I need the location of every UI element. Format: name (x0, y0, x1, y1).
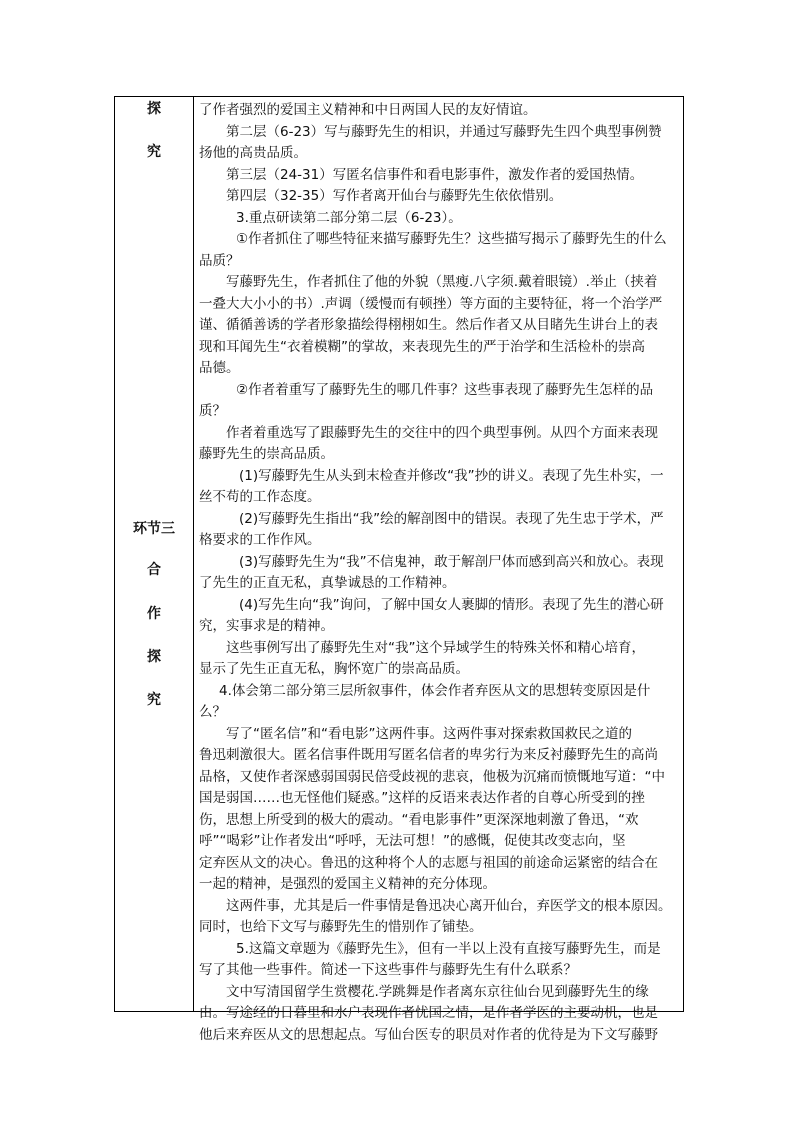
text-line: 品德。 (199, 360, 240, 376)
text-line: 作者着重选写了跟藤野先生的交往中的四个典型事例。从四个方面来表现 (226, 424, 658, 441)
text-line: 呼”“喝彩”让作者发出“呼呼，无法可想！”的感慨，促使其改变志向，坚 (199, 833, 626, 849)
text-line: 第四层（32-35）写作者离开仙台与藤野先生依依惜别。 (226, 188, 563, 204)
text-line: 了先生的正直无私，真挚诚恳的工作精神。 (199, 575, 456, 591)
text-line: 第二层（6-23）写与藤野先生的相识，并通过写藤野先生四个典型事例赞 (226, 123, 662, 140)
text-line: 鲁迅刺激很大。匿名信事件既用写匿名信者的卑劣行为来反衬藤野先生的高尚 (199, 747, 658, 763)
text-line: 了作者强烈的爱国主义精神和中日两国人民的友好情谊。 (199, 102, 537, 118)
text-line: 写了其他一些事件。简述一下这些事件与藤野先生有什么联系？ (199, 962, 577, 978)
text-line: 3.重点研读第二部分第二层（6-23）。 (236, 209, 462, 226)
section-label: 作 (147, 606, 161, 622)
text-line: 究，实事求是的精神。 (199, 618, 334, 634)
text-line: 同时，也给下文写与藤野先生的惜别作了铺垫。 (199, 919, 483, 935)
lesson-table (114, 96, 684, 1043)
section-label: 环节三 (133, 521, 175, 537)
text-line: ①作者抓住了哪些特征来描写藤野先生？这些描写揭示了藤野先生的什么 (236, 231, 667, 247)
text-line: 一叠大大小小的书）.声调（缓慢而有顿挫）等方面的主要特征，将一个治学严 (199, 295, 663, 312)
column-divider (193, 97, 194, 1011)
section-label: 合 (147, 562, 161, 578)
text-line: 一起的精神，是强烈的爱国主义精神的充分体现。 (199, 876, 496, 892)
text-line: 丝不苟的工作态度。 (199, 489, 321, 505)
text-line: 格要求的工作作风。 (199, 532, 321, 548)
section-label: 究 (147, 144, 161, 160)
text-line: 质？ (199, 403, 226, 419)
text-line: 藤野先生的崇高品质。 (199, 446, 334, 462)
text-line: 么？ (199, 704, 226, 720)
text-line: 伤，思想上所受到的极大的震动。“看电影事件”更深深地刺激了鲁迅，“欢 (199, 811, 639, 828)
text-line: 现和耳闻先生“衣着模糊”的掌故，来表现先生的严于治学和生活检朴的崇高 (199, 338, 645, 355)
text-line: 文中写清国留学生赏樱花.学跳舞是作者离东京往仙台见到藤野先生的缘 (226, 983, 649, 1000)
text-line: 他后来弃医从文的思想起点。写仙台医专的职员对作者的优待是为下文写藤野 (199, 1026, 658, 1043)
text-line: (1)写藤野先生从头到末检查并修改“我”抄的讲义。表现了先生朴实，一 (239, 467, 664, 484)
text-line: 扬他的高贵品质。 (199, 145, 307, 161)
text-line: 第三层（24-31）写匿名信事件和看电影事件，激发作者的爱国热情。 (226, 166, 644, 183)
section-label: 探 (147, 101, 161, 117)
text-line: 品格，又使作者深感弱国弱民倍受歧视的悲哀，他极为沉痛而愤慨地写道：“中 (199, 768, 665, 785)
text-line: 写藤野先生，作者抓住了他的外貌（黑瘦.八字须.戴着眼镜）.举止（挟着 (226, 274, 658, 290)
text-line: 5.这篇文章题为《藤野先生》，但有一半以上没有直接写藤野先生，而是 (236, 940, 661, 957)
text-line: 谨、循循善诱的学者形象描绘得栩栩如生。然后作者又从目睹先生讲台上的表 (199, 317, 658, 333)
text-line: 这两件事，尤其是后一件事情是鲁迅决心离开仙台，弃医学文的根本原因。 (226, 897, 672, 914)
section-label: 究 (147, 692, 161, 708)
section-label-column (115, 97, 193, 1011)
text-line: (2)写藤野先生指出“我”绘的解剖图中的错误。表现了先生忠于学术，严 (239, 510, 664, 527)
section-label: 探 (147, 649, 161, 665)
text-line: ②作者着重写了藤野先生的哪几件事？这些事表现了藤野先生怎样的品 (236, 381, 654, 398)
text-line: (4)写先生向“我”询问，了解中国女人裹脚的情形。表现了先生的潜心研 (239, 596, 664, 613)
text-line: 4.体会第二部分第三层所叙事件，体会作者弃医从文的思想转变原因是什 (219, 682, 651, 699)
text-line: (3)写藤野先生为“我”不信鬼神，敢于解剖尸体而感到高兴和放心。表现 (239, 553, 664, 570)
content-column (199, 100, 681, 1046)
text-line: 写了“匿名信”和“看电影”这两件事。这两件事对探索救国救民之道的 (226, 725, 632, 742)
text-line: 显示了先生正直无私，胸怀宽广的崇高品质。 (199, 661, 469, 677)
text-line: 国是弱国……也无怪他们疑惑。”这样的反语来表达作者的自尊心所受到的挫 (199, 790, 645, 806)
text-line: 定弃医从文的决心。鲁迅的这种将个人的志愿与祖国的前途命运紧密的结合在 (199, 854, 658, 871)
text-line: 品质？ (199, 252, 240, 269)
text-line: 这些事例写出了藤野先生对“我”这个异域学生的特殊关怀和精心培育， (226, 639, 645, 656)
text-line: 由。写途经的日暮里和水户表现作者忧国之情，是作者学医的主要动机，也是 (199, 1005, 658, 1021)
